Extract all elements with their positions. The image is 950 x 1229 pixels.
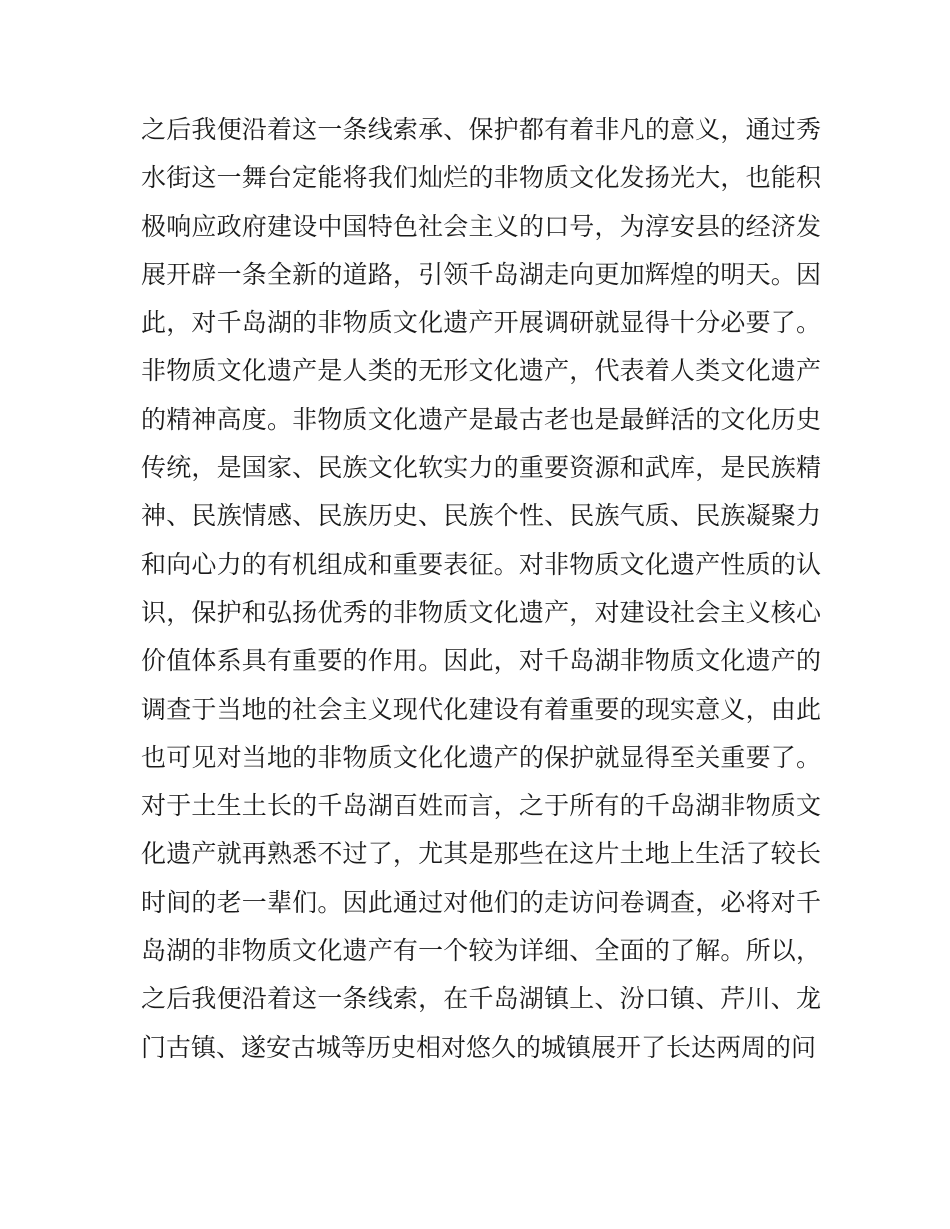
text-line: 价值体系具有重要的作用。因此，对千岛湖非物质文化遗产的 [141, 646, 821, 676]
text-line: 识，保护和弘扬优秀的非物质文化遗产，对建设社会主义核心 [141, 597, 821, 627]
text-line: 化遗产就再熟悉不过了，尤其是那些在这片土地上生活了较长 [141, 839, 821, 869]
text-line: 岛湖的非物质文化遗产有一个较为详细、全面的了解。所以， [141, 936, 821, 966]
body-text [141, 106, 821, 1072]
text-line: 神、民族情感、民族历史、民族个性、民族气质、民族凝聚力 [141, 501, 821, 531]
text-line: 之后我便沿着这一条线索承、保护都有着非凡的意义，通过秀 [141, 115, 821, 144]
text-line: 的精神高度。非物质文化遗产是最古老也是最鲜活的文化历史 [141, 404, 821, 434]
text-line: 此，对千岛湖的非物质文化遗产开展调研就显得十分必要了。 [141, 308, 821, 338]
text-line: 调查于当地的社会主义现代化建设有着重要的现实意义，由此 [141, 694, 821, 724]
text-line: 非物质文化遗产是人类的无形文化遗产，代表着人类文化遗产 [141, 356, 821, 386]
text-line: 门古镇、遂安古城等历史相对悠久的城镇展开了长达两周的问 [141, 1032, 817, 1062]
text-line: 展开辟一条全新的道路，引领千岛湖走向更加辉煌的明天。因 [141, 259, 821, 289]
text-line: 传统，是国家、民族文化软实力的重要资源和武库，是民族精 [141, 453, 821, 483]
text-line: 时间的老一辈们。因此通过对他们的走访问卷调查，必将对千 [141, 887, 821, 917]
text-line: 也可见对当地的非物质文化化遗产的保护就显得至关重要了。 [141, 742, 821, 772]
text-line: 对于土生土长的千岛湖百姓而言，之于所有的千岛湖非物质文 [141, 791, 821, 821]
text-line: 和向心力的有机组成和重要表征。对非物质文化遗产性质的认 [141, 549, 821, 579]
text-line: 之后我便沿着这一条线索，在千岛湖镇上、汾口镇、芹川、龙 [141, 984, 821, 1014]
text-line: 水街这一舞台定能将我们灿烂的非物质文化发扬光大，也能积 [141, 163, 821, 193]
text-line: 极响应政府建设中国特色社会主义的口号，为淳安县的经济发 [141, 211, 821, 241]
